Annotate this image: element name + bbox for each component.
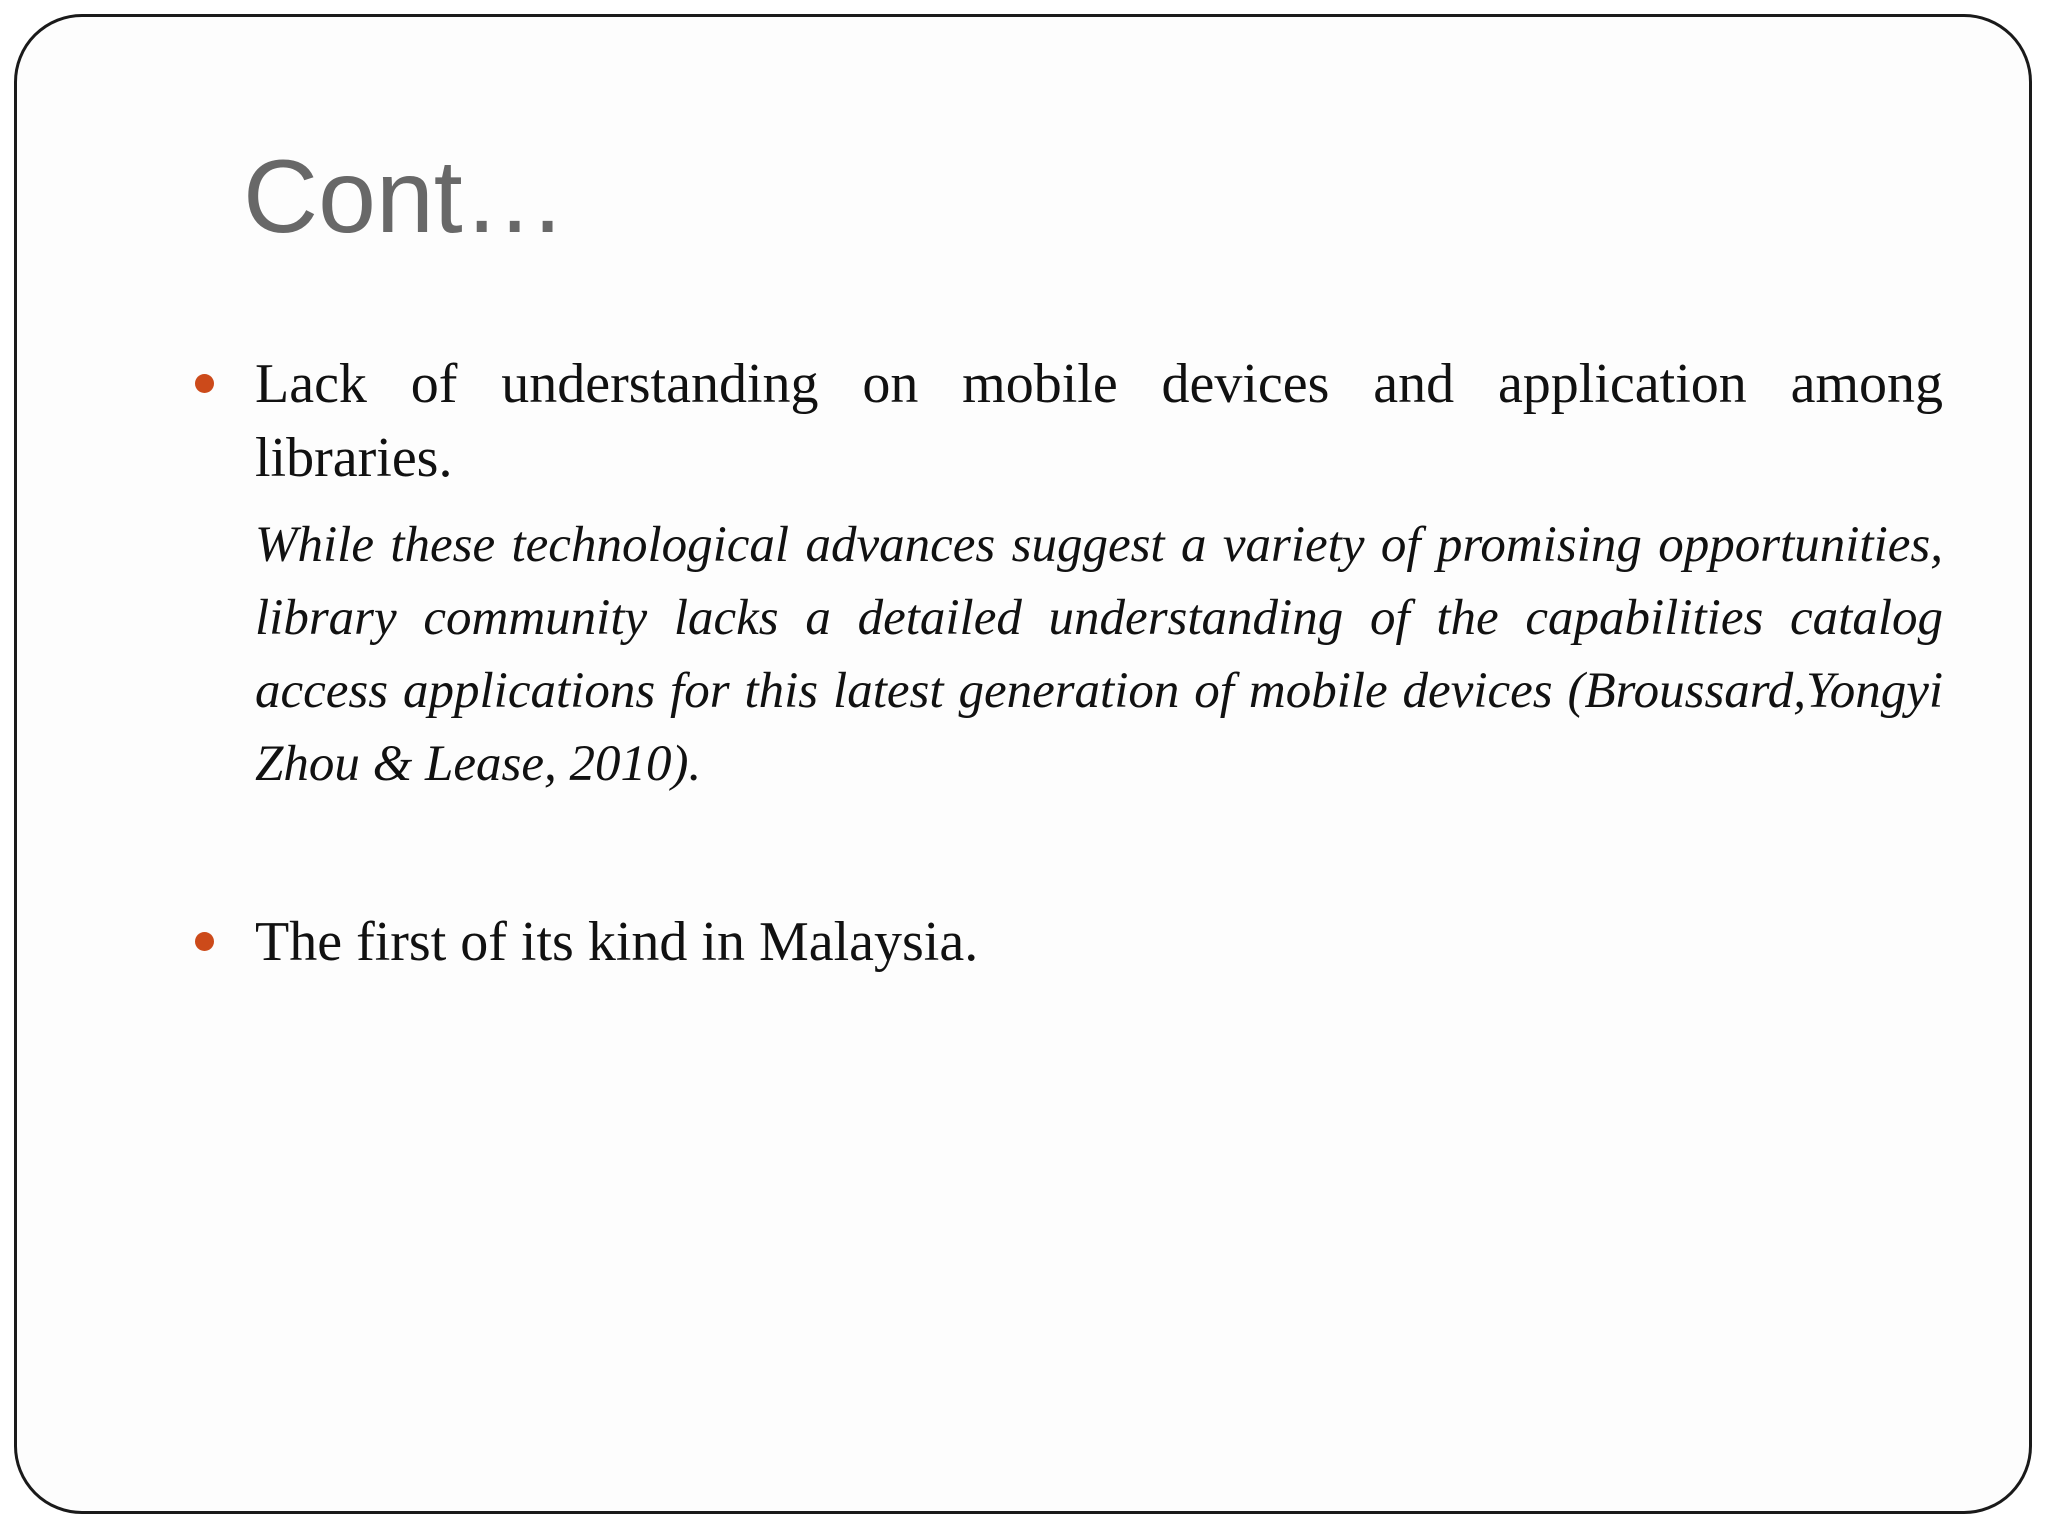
slide-content [195,347,1943,979]
bullet-text-line-2: libraries. [255,427,453,489]
bullet-item-lack-of-understanding [195,347,1943,495]
citation-quote: While these technological advances suggest a variety of promising opportunities, library community lacks a detailed understanding of the capabilities catalog access applications for this latest generation of mobile devices (Broussard,Yongyi Zhou & Lease, 2010). [255,517,1943,792]
bullet-text-line-1: Lack of understanding on mobile devices and application among [255,353,1943,415]
slide-frame [14,14,2032,1514]
bullet-dot-icon [195,932,214,951]
bullet-item-first-in-malaysia [195,905,1943,979]
slide-title: Cont… [243,139,567,255]
bullet-text: The first of its kind in Malaysia. [255,911,979,973]
bullet-dot-icon [195,374,214,393]
